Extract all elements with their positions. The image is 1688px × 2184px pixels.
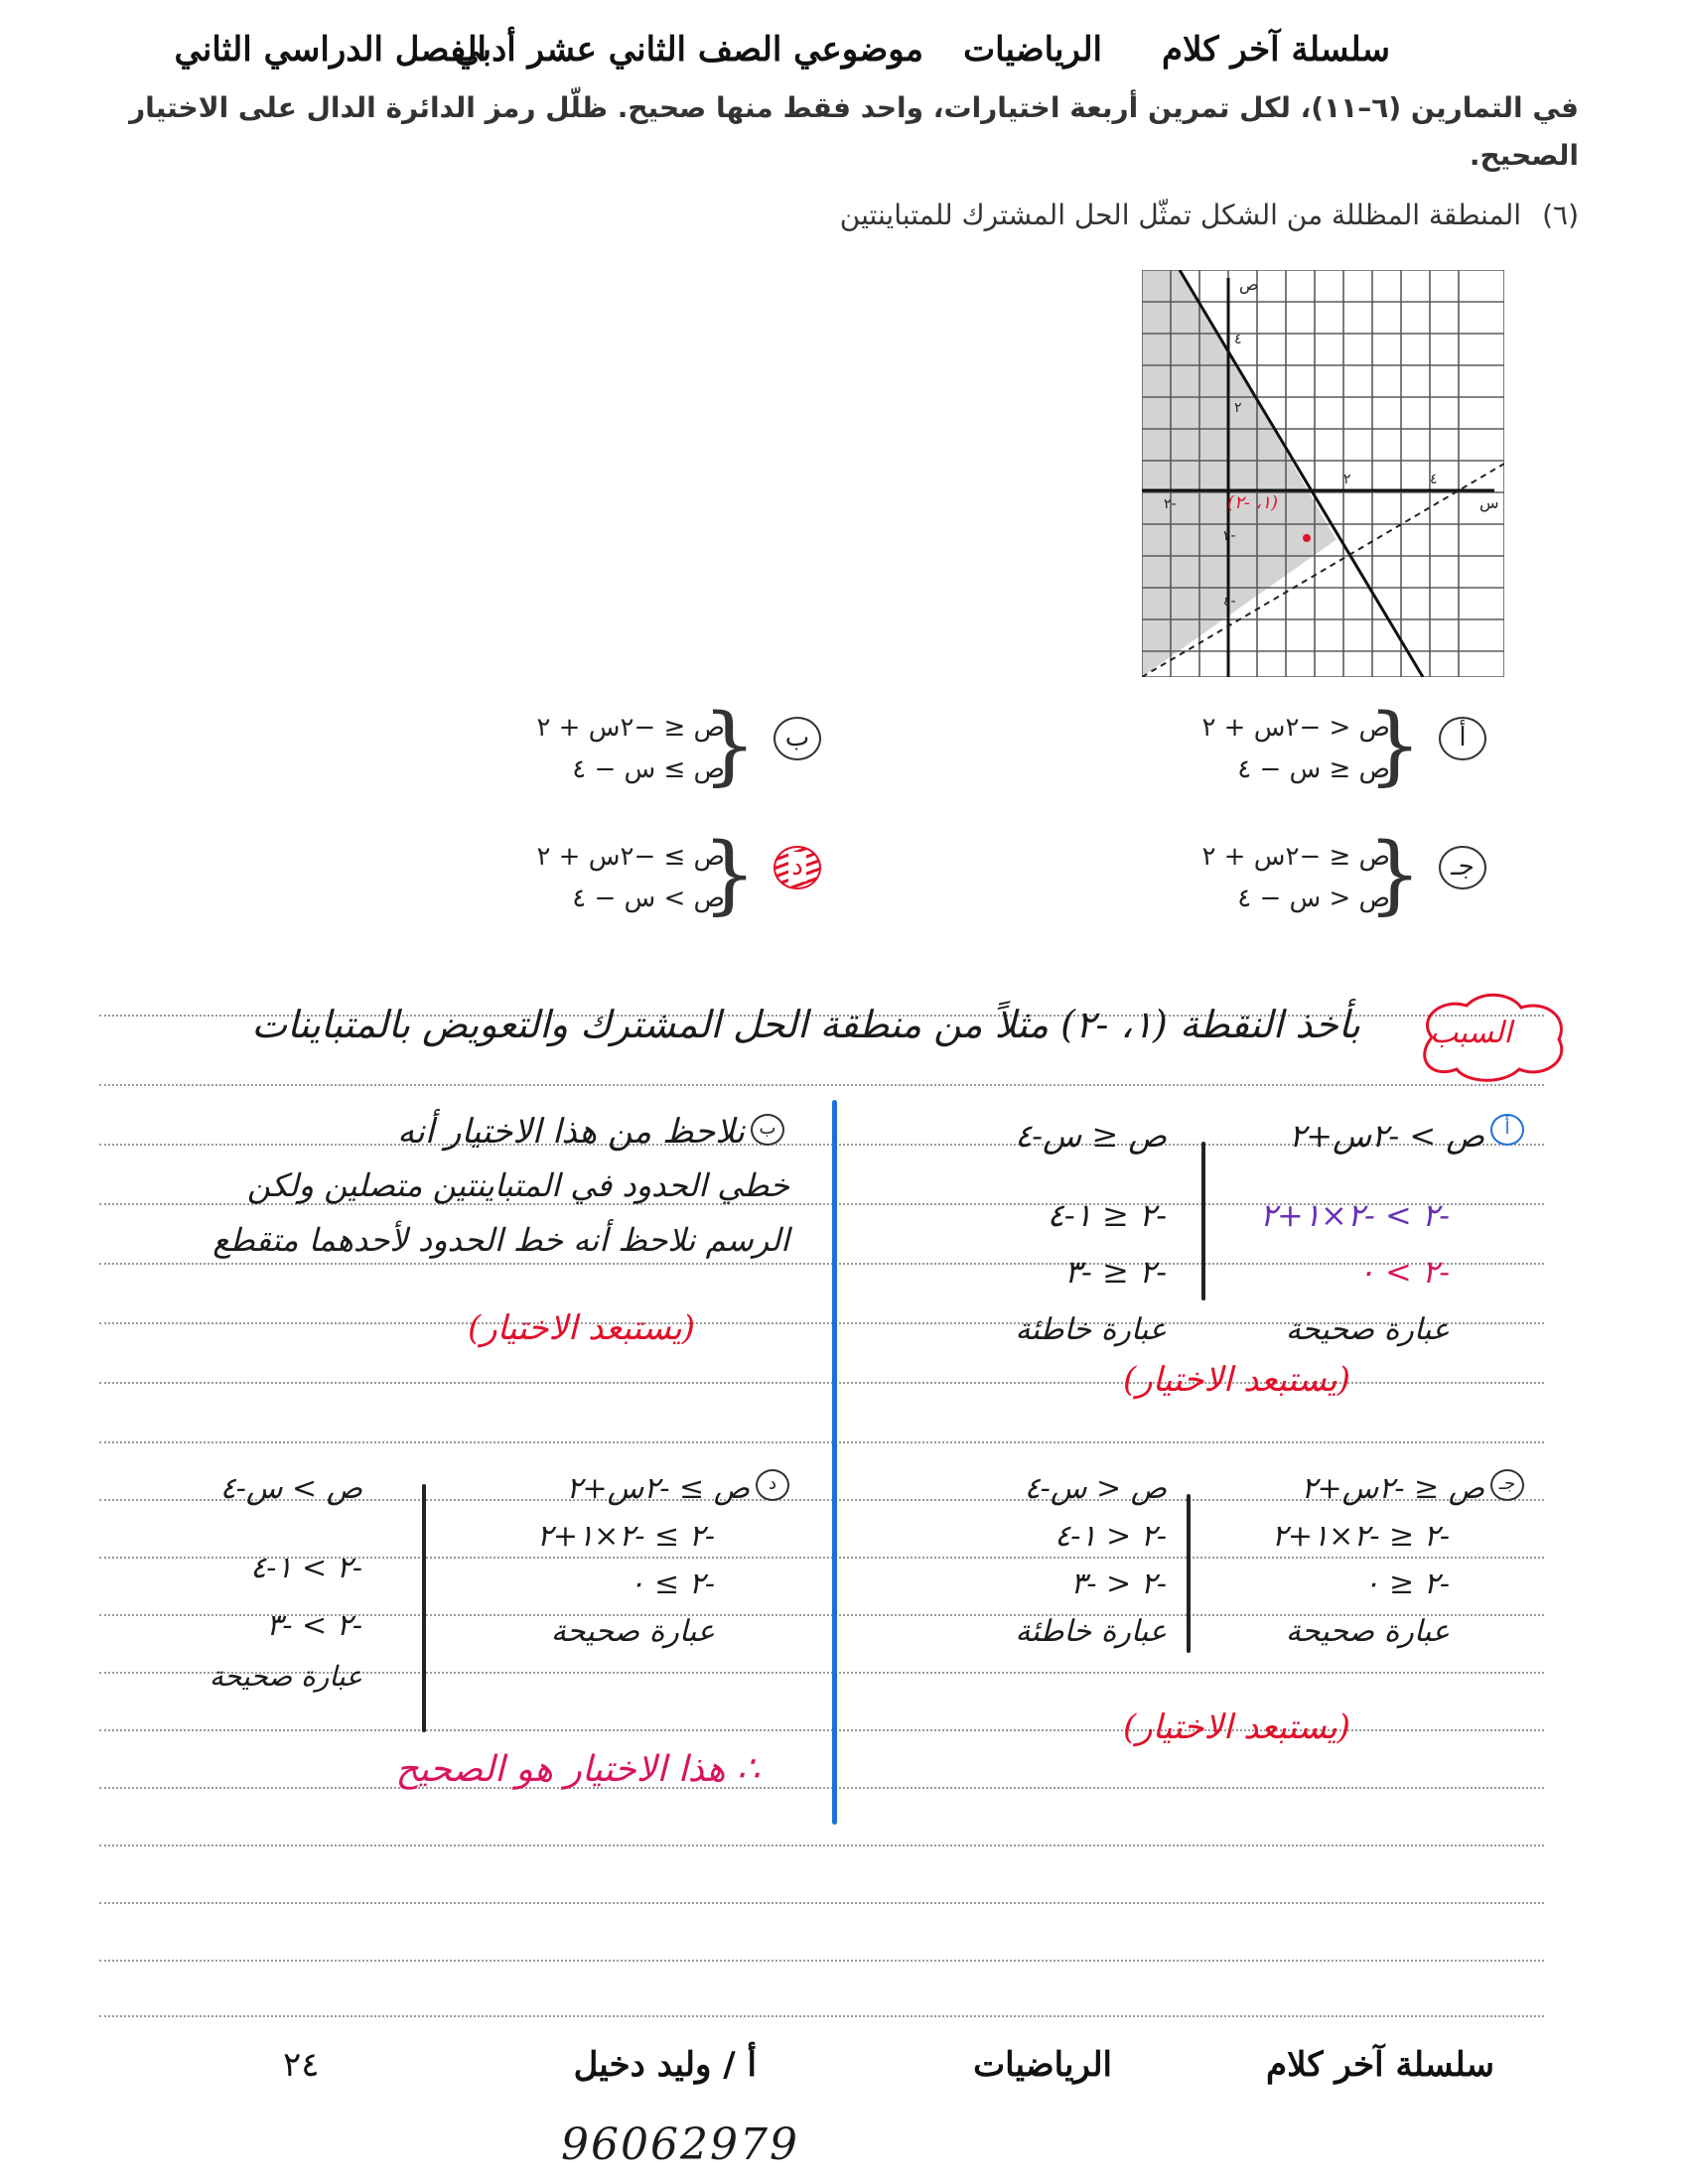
hw-c-right4: عبارة خاطئة <box>1015 1614 1167 1649</box>
choice-d-letter: د <box>788 852 806 882</box>
hw-a-verdict: (يستبعد الاختيار) <box>1122 1360 1350 1400</box>
hw-c-right1: ص < س-٤ <box>1024 1471 1167 1506</box>
hw-a-left1: ص > -٢س+٢ <box>1289 1117 1484 1155</box>
hw-d-left3: -٢ ≥ ٠ <box>629 1567 715 1601</box>
question-text: المنطقة المظللة من الشكل تمثّل الحل المشترك للمتباينتين <box>839 199 1521 231</box>
choice-c-line1: ص ≤ −٢س + ٢ <box>1201 842 1390 872</box>
hw-c-left1: ص ≤ -٢س+٢ <box>1301 1471 1484 1506</box>
choice-c-system <box>1201 836 1390 919</box>
hw-d-right3: -٢ > -٣ <box>266 1608 362 1643</box>
y-tick-neg4: ٤- <box>1223 594 1236 610</box>
column-separator <box>832 1100 837 1825</box>
choice-c-letter: جـ <box>1451 852 1475 882</box>
choice-a-circle[interactable] <box>1439 717 1486 760</box>
hw-d-right2: -٢ > ١-٤ <box>250 1551 362 1585</box>
reason-text: بأخذ النقطة (١، -٢) مثلاً من منطقة الحل المشترك والتعويض بالمتباينات <box>251 1003 1360 1046</box>
footer-subject: الرياضيات <box>973 2045 1112 2085</box>
hw-d-label: د <box>756 1469 789 1501</box>
hw-a-left2: -٢ > -٢×١+٢ <box>1259 1196 1450 1234</box>
choice-c-line2: ص < س − ٤ <box>1237 884 1390 913</box>
header-series: سلسلة آخر كلام <box>1162 30 1390 69</box>
choice-a-line1: ص < −٢س + ٢ <box>1201 713 1390 743</box>
test-point <box>1303 534 1311 542</box>
y-axis-label: ص <box>1239 275 1259 294</box>
hw-c-verdict: (يستبعد الاختيار) <box>1122 1707 1350 1747</box>
hw-a-label: أ <box>1490 1114 1524 1146</box>
choice-a-brace: } <box>1367 696 1422 795</box>
footer-page-number: ٢٤ <box>283 2045 320 2085</box>
choice-a-system <box>1201 707 1390 790</box>
hw-d-right1: ص > س-٤ <box>219 1471 362 1506</box>
choice-a-letter: أ <box>1459 723 1467 752</box>
hw-d-left4: عبارة صحيحة <box>550 1614 715 1649</box>
x-axis-label: س <box>1479 493 1499 512</box>
choice-d-line1: ص ≥ −٢س + ٢ <box>536 842 725 872</box>
choice-b-line2: ص ≥ س − ٤ <box>572 754 725 784</box>
hw-c-left2: -٢ ≤ -٢×١+٢ <box>1271 1519 1450 1554</box>
instructions-line2: الصحيح. <box>1469 139 1579 172</box>
hw-a-left3: -٢ > ٠ <box>1357 1253 1450 1291</box>
instructions-line1: في التمارين (٦–١١)، لكل تمرين أربعة اختيارات، واحد فقط منها صحيح. ظلّل رمز الدائرة الدال على الاختيار <box>129 91 1579 124</box>
reason-label: السبب <box>1430 1016 1512 1050</box>
choice-b-brace: } <box>702 696 757 795</box>
x-tick-neg2: ٢- <box>1164 496 1177 512</box>
hw-d-verdict: ∴ هذا الاختيار هو الصحيح <box>395 1749 760 1790</box>
hw-b-line2: خطي الحدود في المتباينتين متصلين ولكن <box>246 1166 789 1204</box>
hw-a-right4: عبارة خاطئة <box>1015 1312 1167 1347</box>
hw-c-right2: -٢ < ١-٤ <box>1055 1519 1167 1554</box>
hw-c-left4: عبارة صحيحة <box>1285 1614 1450 1649</box>
footer-series: سلسلة آخر كلام <box>1266 2045 1494 2085</box>
header-grade: موضوعي الصف الثاني عشر أدبي <box>454 30 923 69</box>
hw-b-label: ب <box>751 1114 784 1146</box>
choice-d-line2: ص > س − ٤ <box>572 884 725 913</box>
inequality-graph <box>1142 270 1504 677</box>
hw-b-line1: نلاحظ من هذا الاختيار أنه <box>397 1112 745 1152</box>
choice-d-system <box>536 836 725 919</box>
hw-c-label: جـ <box>1490 1469 1524 1501</box>
choice-b-system <box>536 707 725 790</box>
y-tick-neg2: ٢- <box>1223 528 1236 544</box>
footer-phone: 96062979 <box>561 2119 799 2170</box>
hw-a-right1: ص ≤ س-٤ <box>1015 1117 1167 1155</box>
hw-d-right4: عبارة صحيحة <box>209 1660 362 1693</box>
y-tick-2: ٢ <box>1234 400 1242 416</box>
hw-a-left4: عبارة صحيحة <box>1285 1312 1450 1347</box>
hw-c-left3: -٢ ≤ ٠ <box>1363 1567 1450 1601</box>
choice-d-brace: } <box>702 825 757 924</box>
header-subject: الرياضيات <box>963 30 1102 69</box>
test-point-label: (١، -٢) <box>1227 492 1279 513</box>
hw-b-line3: الرسم نلاحظ أنه خط الحدود لأحدهما متقطع <box>212 1221 789 1259</box>
hw-c-right3: -٢ < -٣ <box>1070 1567 1167 1601</box>
y-tick-4: ٤ <box>1234 332 1242 347</box>
choice-c-brace: } <box>1367 825 1422 924</box>
footer-teacher: أ / وليد دخيل <box>573 2045 757 2085</box>
hw-d-left1: ص ≥ -٢س+٢ <box>566 1471 750 1506</box>
x-tick-2: ٢ <box>1343 472 1351 487</box>
question-number: (٦) <box>1542 199 1579 231</box>
choice-b-circle[interactable] <box>774 717 821 760</box>
hw-b-verdict: (يستبعد الاختيار) <box>467 1308 695 1348</box>
choice-b-line1: ص ≤ −٢س + ٢ <box>536 713 725 743</box>
choice-a-line2: ص ≤ س − ٤ <box>1237 754 1390 784</box>
choice-b-letter: ب <box>784 723 810 752</box>
header-semester: الفصل الدراسي الثاني <box>174 30 487 69</box>
hw-a-right3: -٢ ≤ -٣ <box>1063 1253 1167 1291</box>
x-tick-4: ٤ <box>1430 472 1438 487</box>
choice-d-circle-selected[interactable] <box>774 846 821 889</box>
choice-c-circle[interactable] <box>1439 846 1486 889</box>
hw-a-right2: -٢ ≤ ١-٤ <box>1047 1196 1167 1234</box>
hw-d-left2: -٢ ≥ -٢×١+٢ <box>536 1519 715 1554</box>
